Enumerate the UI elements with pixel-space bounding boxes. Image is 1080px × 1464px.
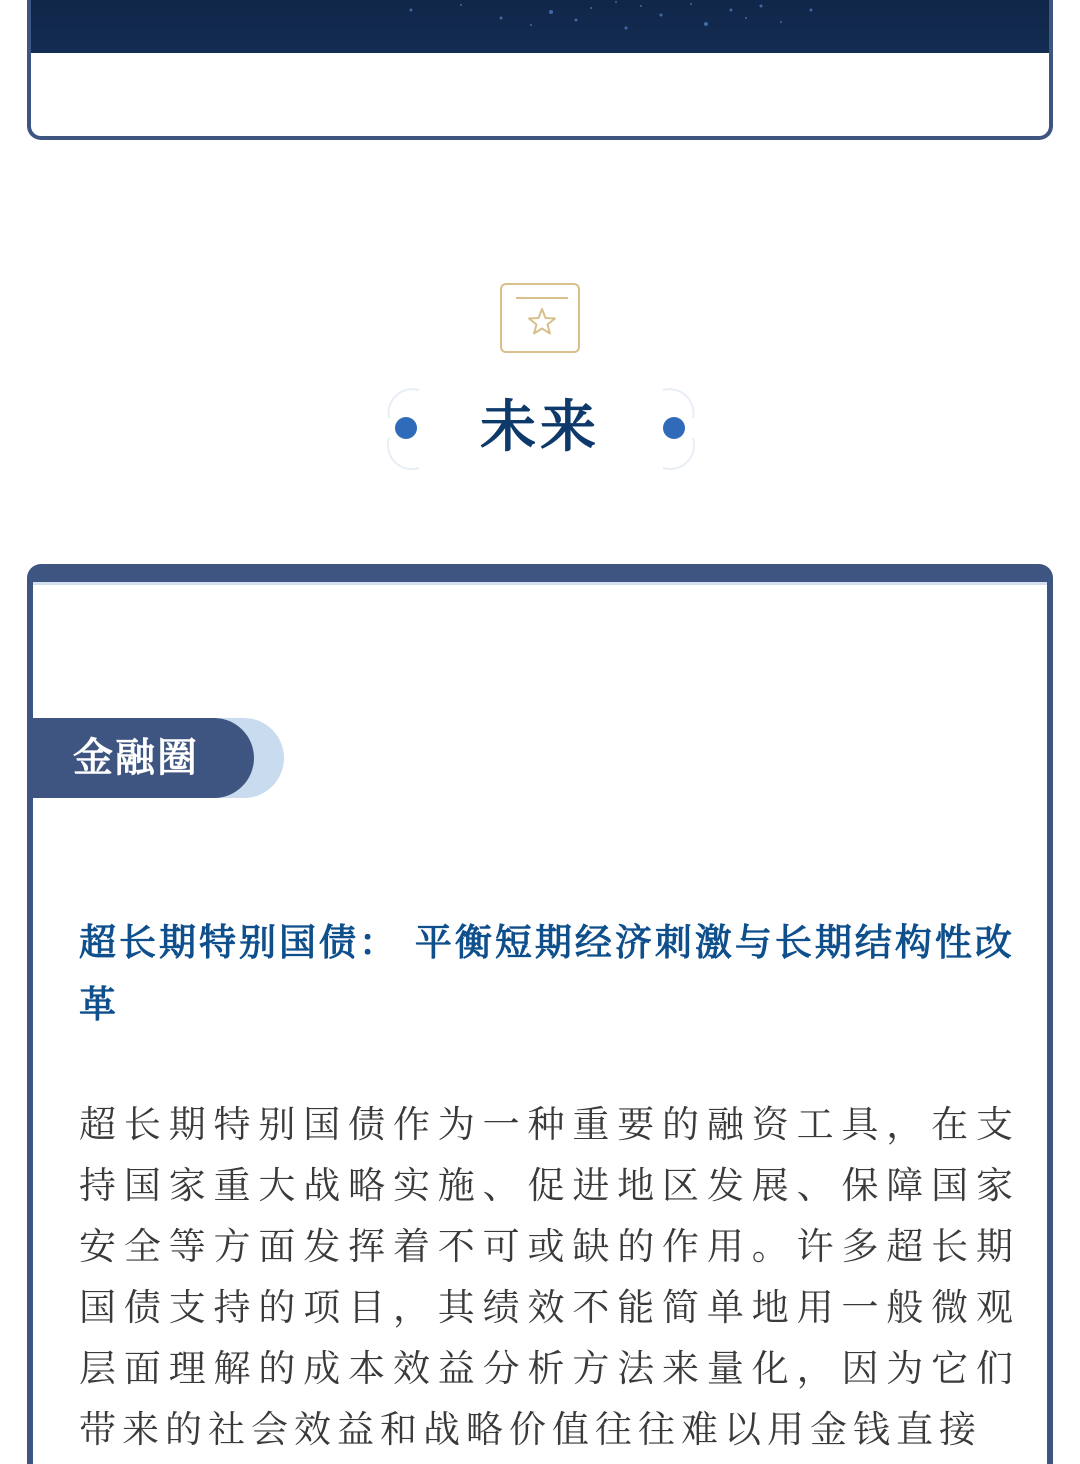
article-body: 超长期特别国债作为一种重要的融资工具，在支持国家重大战略实施、促进地区发展、保障国家安全等方面发挥着不可或缺的作用。许多超长期国债支持的项目，其绩效不能简单地用一般微观层面理解的成本效益分析方法来量化，因为它们带来的社会效益和战略价值往往难以用金钱直接 [79,1103,1019,1451]
article-card [27,564,1053,1464]
category-tag: 金融圈 [27,718,254,798]
section-heading: 未来 [480,395,600,460]
sparkle-decoration [31,0,1053,53]
previous-section-card [27,0,1053,140]
right-dot-ornament [645,378,705,478]
card-inner-line [33,582,1047,585]
banner-image [31,0,1049,53]
left-dot-ornament [377,378,437,478]
article-title: 超长期特别国债： 平衡短期经济刺激与长期结构性改革 [79,921,1015,1026]
star-frame-icon [500,283,580,353]
